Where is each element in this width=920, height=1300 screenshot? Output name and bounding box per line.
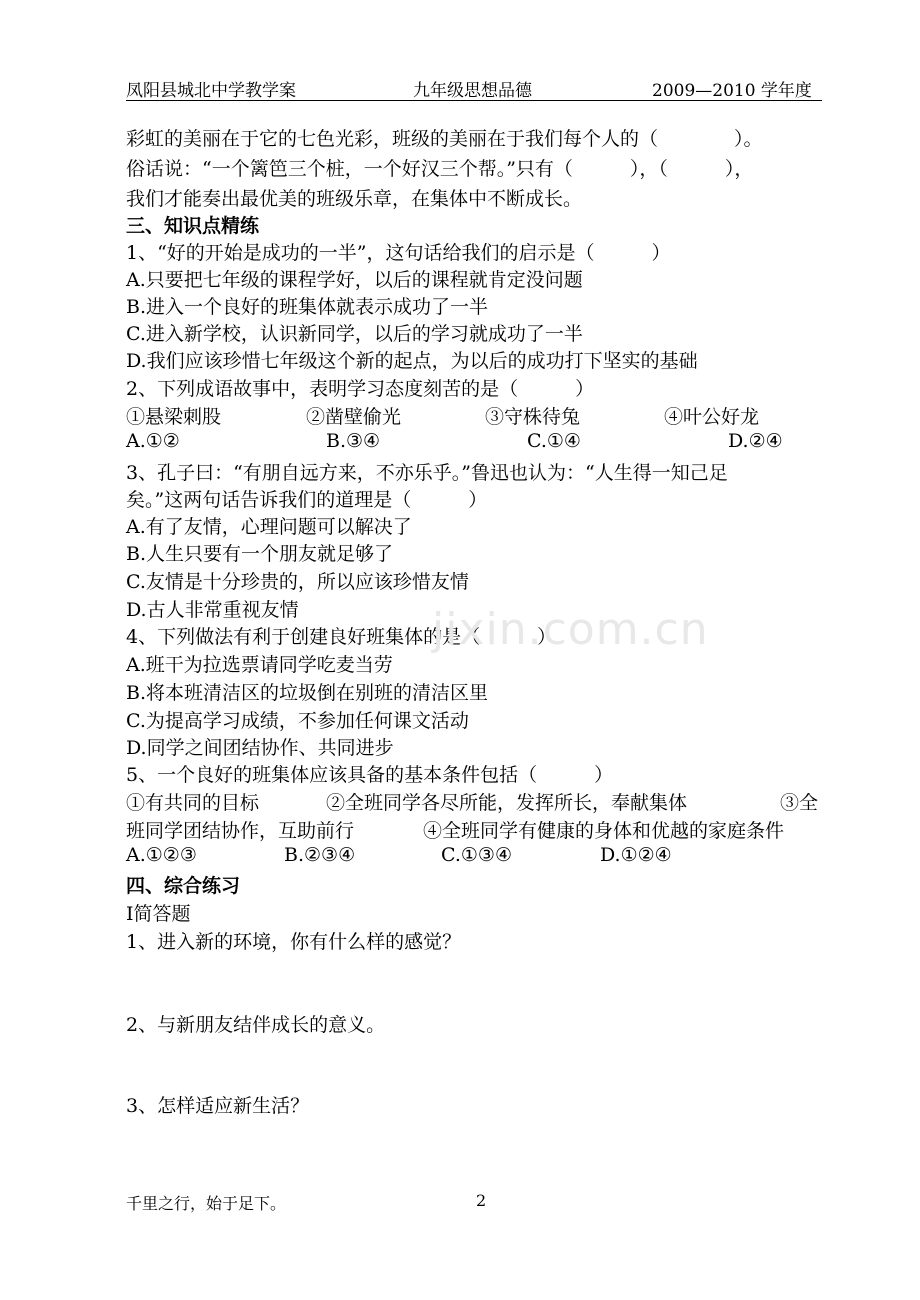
short-answer-2: 2、与新朋友结伴成长的意义。 — [126, 1014, 386, 1036]
q2-item-2: ②凿壁偷光 — [306, 406, 402, 428]
watermark: jixin.com.cn — [432, 604, 709, 655]
page-number: 2 — [476, 1191, 487, 1210]
q5-option-d: D.①②④ — [600, 844, 672, 866]
q3-option-a: A.有了友情，心理问题可以解决了 — [126, 516, 412, 538]
q3-stem-2: 矣。”这两句话告诉我们的道理是（ ） — [126, 489, 488, 511]
q1-option-b: B.进入一个良好的班集体就表示成功了一半 — [126, 296, 489, 318]
section-3-title: 三、知识点精练 — [126, 215, 260, 237]
q2-stem: 2、下列成语故事中，表明学习态度刻苦的是（ ） — [126, 378, 595, 400]
q5-condition-2: ②全班同学各尽所能，发挥所长，奉献集体 — [326, 792, 688, 814]
q4-stem: 4、下列做法有利于创建良好班集体的是（ ） — [126, 626, 557, 648]
q3-option-d: D.古人非常重视友情 — [126, 599, 299, 621]
q3-stem-1: 3、孔子曰：“有朋自远方来，不亦乐乎。”鲁迅也认为：“人生得一知己足 — [126, 462, 728, 484]
q5-condition-1: ①有共同的目标 — [126, 792, 260, 814]
section-4-title: 四、综合练习 — [126, 875, 241, 897]
q2-option-a: A.①② — [126, 430, 180, 452]
header-year: 2009—2010 学年度 — [652, 81, 812, 101]
intro-line-3: 我们才能奏出最优美的班级乐章，在集体中不断成长。 — [126, 188, 583, 210]
section-4-subtitle: Ⅰ简答题 — [126, 903, 191, 925]
q1-stem: 1、“好的开始是成功的一半”，这句话给我们的启示是（ ） — [126, 242, 671, 264]
q1-option-c: C.进入新学校，认识新同学，以后的学习就成功了一半 — [126, 323, 583, 345]
q5-option-a: A.①②③ — [126, 844, 197, 866]
q2-item-3: ③守株待兔 — [485, 406, 581, 428]
q1-option-d: D.我们应该珍惜七年级这个新的起点，为以后的成功打下坚实的基础 — [126, 350, 698, 372]
q5-condition-4: ④全班同学有健康的身体和优越的家庭条件 — [423, 820, 785, 842]
header-school: 凤阳县城北中学教学案 — [126, 81, 296, 101]
q3-option-c: C.友情是十分珍贵的，所以应该珍惜友情 — [126, 571, 469, 593]
q1-option-a: A.只要把七年级的课程学好，以后的课程就肯定没问题 — [126, 269, 583, 291]
q5-stem: 5、一个良好的班集体应该具备的基本条件包括（ ） — [126, 764, 614, 786]
q5-option-c: C.①③④ — [441, 844, 512, 866]
q5-condition-3-start: ③全 — [780, 792, 819, 814]
intro-line-2: 俗话说：“一个篱笆三个桩，一个好汉三个帮。”只有（ ），（ ）， — [126, 158, 754, 180]
q2-item-4: ④叶公好龙 — [664, 406, 760, 428]
q4-option-c: C.为提高学习成绩，不参加任何课文活动 — [126, 710, 469, 732]
header-subject: 九年级思想品德 — [413, 81, 532, 101]
q3-option-b: B.人生只要有一个朋友就足够了 — [126, 543, 394, 565]
footer-motto: 千里之行，始于足下。 — [126, 1194, 287, 1213]
short-answer-1: 1、进入新的环境，你有什么样的感觉？ — [126, 931, 462, 953]
q4-option-a: A.班干为拉选票请同学吃麦当劳 — [126, 654, 393, 676]
q2-option-c: C.①④ — [527, 430, 581, 452]
q2-option-d: D.②④ — [728, 430, 783, 452]
q4-option-b: B.将本班清洁区的垃圾倒在别班的清洁区里 — [126, 682, 489, 704]
q2-item-1: ①悬梁刺股 — [126, 406, 222, 428]
q5-option-b: B.②③④ — [284, 844, 356, 866]
intro-line-1: 彩虹的美丽在于它的七色光彩，班级的美丽在于我们每个人的（ ）。 — [126, 128, 763, 150]
short-answer-3: 3、怎样适应新生活？ — [126, 1095, 310, 1117]
q4-option-d: D.同学之间团结协作、共同进步 — [126, 737, 394, 759]
q2-option-b: B.③④ — [326, 430, 381, 452]
q5-condition-3-end: 班同学团结协作，互助前行 — [126, 820, 355, 842]
header-rule — [126, 100, 822, 101]
